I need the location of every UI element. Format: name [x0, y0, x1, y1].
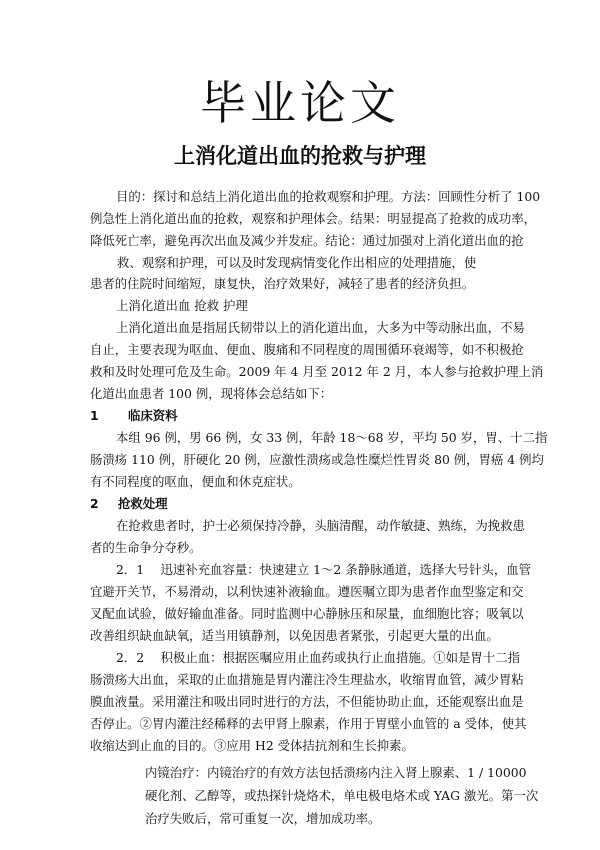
section2-2-line: 否停止。②胃内灌注经稀释的去甲肾上腺素，作用于胃壁小血管的 a 受体，使其	[90, 716, 527, 731]
document-title: 毕业论文	[200, 76, 400, 130]
section2-2-line: 收缩达到止血的目的。③应用 H2 受体拮抗剂和生长抑素。	[90, 738, 414, 753]
document-subtitle: 上消化道出血的抢救与护理	[174, 144, 426, 168]
section2-line: 者的生命争分夺秒。	[90, 540, 202, 555]
intro-line: 自止，主要表现为呕血、便血、腹痛和不同程度的周围循环衰竭等，如不积极抢	[90, 342, 524, 357]
section2-1-line: 宜避开关节，不易滑动，以利快速补液输血。遵医嘱立即为患者作血型鉴定和交	[90, 584, 524, 599]
keywords: 上消化道出血 抢救 护理	[116, 298, 248, 313]
section-heading: 抢救处理	[118, 496, 168, 511]
section2-2-line: 2．2 积极止血：根据医嘱应用止血药或执行止血措施。①如是胃十二指	[116, 650, 520, 665]
section-number: 2	[90, 496, 99, 511]
section2-1-line: 2．1 迅速补充血容量：快速建立 1～2 条静脉通道，选择大号针头，血管	[116, 562, 532, 577]
section-number: 1	[90, 408, 99, 423]
section1-line: 有不同程度的呕血，便血和休克症状。	[90, 474, 301, 489]
abstract-line: 例急性上消化道出血的抢救，观察和护理体会。结果：明显提高了抢救的成功率，	[90, 211, 537, 226]
section2-1-line: 改善组织缺血缺氧，适当用镇静剂，以免因患者紧张，引起更大量的出血。	[90, 628, 499, 643]
section2-1-line: 叉配血试验，做好输血准备。同时监测中心静脉压和尿量，血细胞比容；吸氧以	[90, 606, 524, 621]
section2-2-line: 肠溃疡大出血，采取的止血措施是胃内灌注冷生理盐水，收缩胃血管，减少胃粘	[90, 672, 524, 687]
section1-line: 肠溃疡 110 例，肝硬化 20 例，应激性溃疡或急性糜烂性胃炎 80 例，胃癌 4 例均	[90, 452, 544, 467]
intro-line: 上消化道出血是指屈氏韧带以上的消化道出血，大多为中等动脉出血，不易	[116, 320, 525, 335]
abstract-line: 降低死亡率，避免再次出血及减少并发症。结论：通过加强对上消化道出血的抢	[90, 233, 524, 248]
endoscopy-line: 治疗失败后，常可重复一次，增加成功率。	[145, 811, 381, 826]
section2-line: 在抢救患者时，护士必须保持冷静，头脑清醒，动作敏捷、熟练，为挽救患	[116, 518, 525, 533]
section-heading: 临床资料	[128, 408, 178, 423]
abstract-line: 目的：探讨和总结上消化道出血的抢救观察和护理。方法：回顾性分析了 100	[116, 189, 541, 204]
section2-2-line: 膜血液量。采用灌注和吸出同时进行的方法，不但能协助止血，还能观察出血是	[90, 694, 524, 709]
endoscopy-line: 内镜治疗：内镜治疗的有效方法包括溃疡内注入肾上腺素、1 / 10000	[145, 765, 527, 780]
abstract-line: 救、观察和护理，可以及时发现病情变化作出相应的处理措施，使	[117, 255, 477, 270]
section1-line: 本组 96 例，男 66 例，女 33 例，年龄 18～68 岁，平均 50 岁，胃、十二指	[116, 430, 548, 445]
abstract-line: 患者的住院时间缩短，康复快，治疗效果好，减轻了患者的经济负担。	[90, 276, 475, 291]
intro-line: 化道出血患者 100 例，现将体会总结如下：	[90, 386, 333, 401]
intro-line: 救和及时处理可危及生命。2009 年 4 月至 2012 年 2 月，本人参与抢救护理上消	[90, 364, 544, 379]
endoscopy-line: 硬化剂、乙醇等，或热探针烧烙术，单电极电烙术或 YAG 激光。第一次	[145, 788, 539, 803]
